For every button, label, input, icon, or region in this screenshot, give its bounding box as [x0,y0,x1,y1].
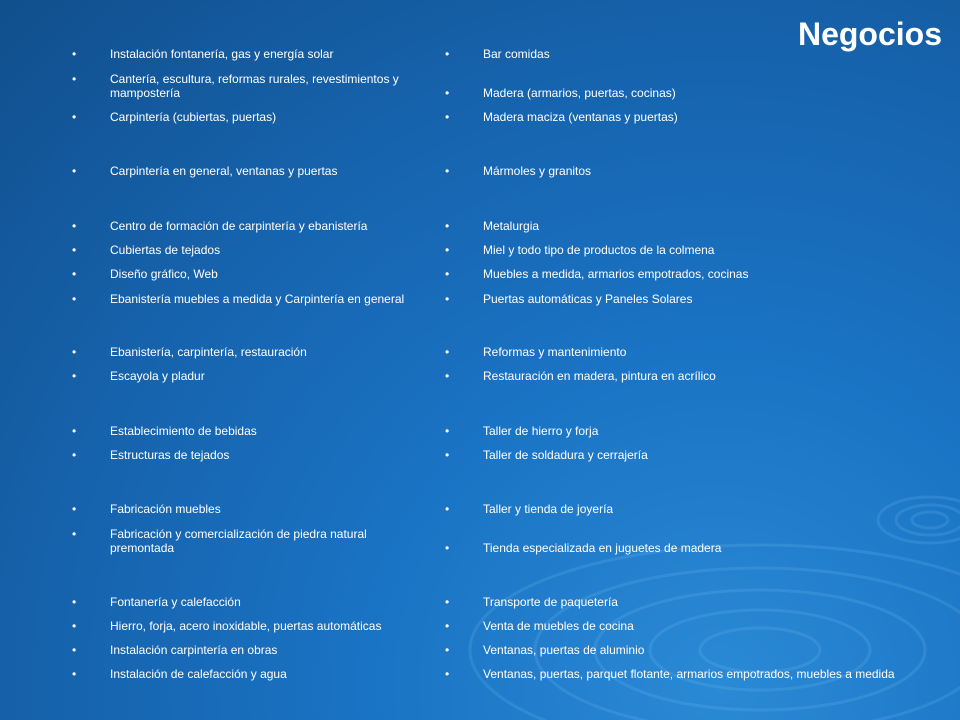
list-item: • Tienda especializada en juguetes de madera [445,541,722,555]
bullet-icon: • [72,527,77,541]
bullet-icon: • [445,541,450,555]
list-item: • Puertas automáticas y Paneles Solares [445,292,693,306]
bullet-icon: • [72,448,77,462]
bullet-icon: • [445,667,450,681]
bullet-icon: • [72,502,77,516]
bullet-icon: • [445,267,450,281]
bullet-icon: • [445,424,450,438]
bullet-icon: • [445,619,450,633]
bullet-icon: • [445,448,450,462]
list-item: • Restauración en madera, pintura en acrílico [445,369,716,383]
list-item: • Mármoles y granitos [445,164,592,178]
list-item: • Estructuras de tejados [72,448,230,462]
list-item: • Cantería, escultura, reformas rurales, revestimientos y mampostería [72,72,399,100]
list-item: • Transporte de paquetería [445,595,618,609]
bullet-icon: • [72,267,77,281]
bullet-icon: • [445,164,450,178]
list-item: • Instalación fontanería, gas y energía solar [72,47,334,61]
list-item: • Ebanistería, carpintería, restauración [72,345,307,359]
list-item: • Ventanas, puertas, parquet flotante, armarios empotrados, muebles a medida [445,667,895,681]
list-item: • Metalurgia [445,219,540,233]
bullet-icon: • [72,110,77,124]
list-item: • Hierro, forja, acero inoxidable, puertas automáticas [72,619,382,633]
list-item: • Madera maciza (ventanas y puertas) [445,110,678,124]
slide-title: Negocios [797,16,942,52]
list-item: • Centro de formación de carpintería y ebanistería [72,219,368,233]
bullet-icon: • [445,86,450,100]
bullet-icon: • [445,595,450,609]
bullet-icon: • [72,219,77,233]
list-item: • Fabricación muebles [72,502,221,516]
bullet-icon: • [445,219,450,233]
bullet-icon: • [72,643,77,657]
list-item: • Fontanería y calefacción [72,595,241,609]
bullet-icon: • [445,502,450,516]
list-item: • Taller de hierro y forja [445,424,599,438]
bullet-icon: • [445,369,450,383]
bullet-icon: • [72,164,77,178]
list-item: • Reformas y mantenimiento [445,345,627,359]
bullet-icon: • [72,424,77,438]
list-item: • Ebanistería muebles a medida y Carpintería en general [72,292,405,306]
list-item: • Cubiertas de tejados [72,243,221,257]
bullet-icon: • [72,667,77,681]
list-item: • Taller y tienda de joyería [445,502,614,516]
list-item: • Carpintería en general, ventanas y puertas [72,164,338,178]
list-item: • Fabricación y comercialización de piedra natural premontada [72,527,367,555]
bullet-icon: • [72,595,77,609]
list-item: • Venta de muebles de cocina [445,619,634,633]
list-item: • Madera (armarios, puertas, cocinas) [445,86,676,100]
bullet-icon: • [72,72,77,86]
bullet-icon: • [445,643,450,657]
list-item: • Taller de soldadura y cerrajería [445,448,648,462]
bullet-icon: • [445,243,450,257]
list-item: • Establecimiento de bebidas [72,424,257,438]
list-item: • Escayola y pladur [72,369,205,383]
list-item: • Ventanas, puertas de aluminio [445,643,645,657]
bullet-icon: • [72,619,77,633]
bullet-icon: • [72,243,77,257]
bullet-icon: • [445,47,450,61]
bullet-icon: • [445,292,450,306]
bullet-icon: • [72,345,77,359]
bullet-icon: • [72,47,77,61]
list-item: • Miel y todo tipo de productos de la colmena [445,243,715,257]
list-item: • Instalación carpintería en obras [72,643,278,657]
list-item: • Carpintería (cubiertas, puertas) [72,110,277,124]
bullet-icon: • [445,110,450,124]
list-item: • Muebles a medida, armarios empotrados, cocinas [445,267,749,281]
list-item: • Bar comidas [445,47,550,61]
bullet-icon: • [72,292,77,306]
bullet-icon: • [72,369,77,383]
list-item: • Instalación de calefacción y agua [72,667,287,681]
list-item: • Diseño gráfico, Web [72,267,218,281]
bullet-icon: • [445,345,450,359]
